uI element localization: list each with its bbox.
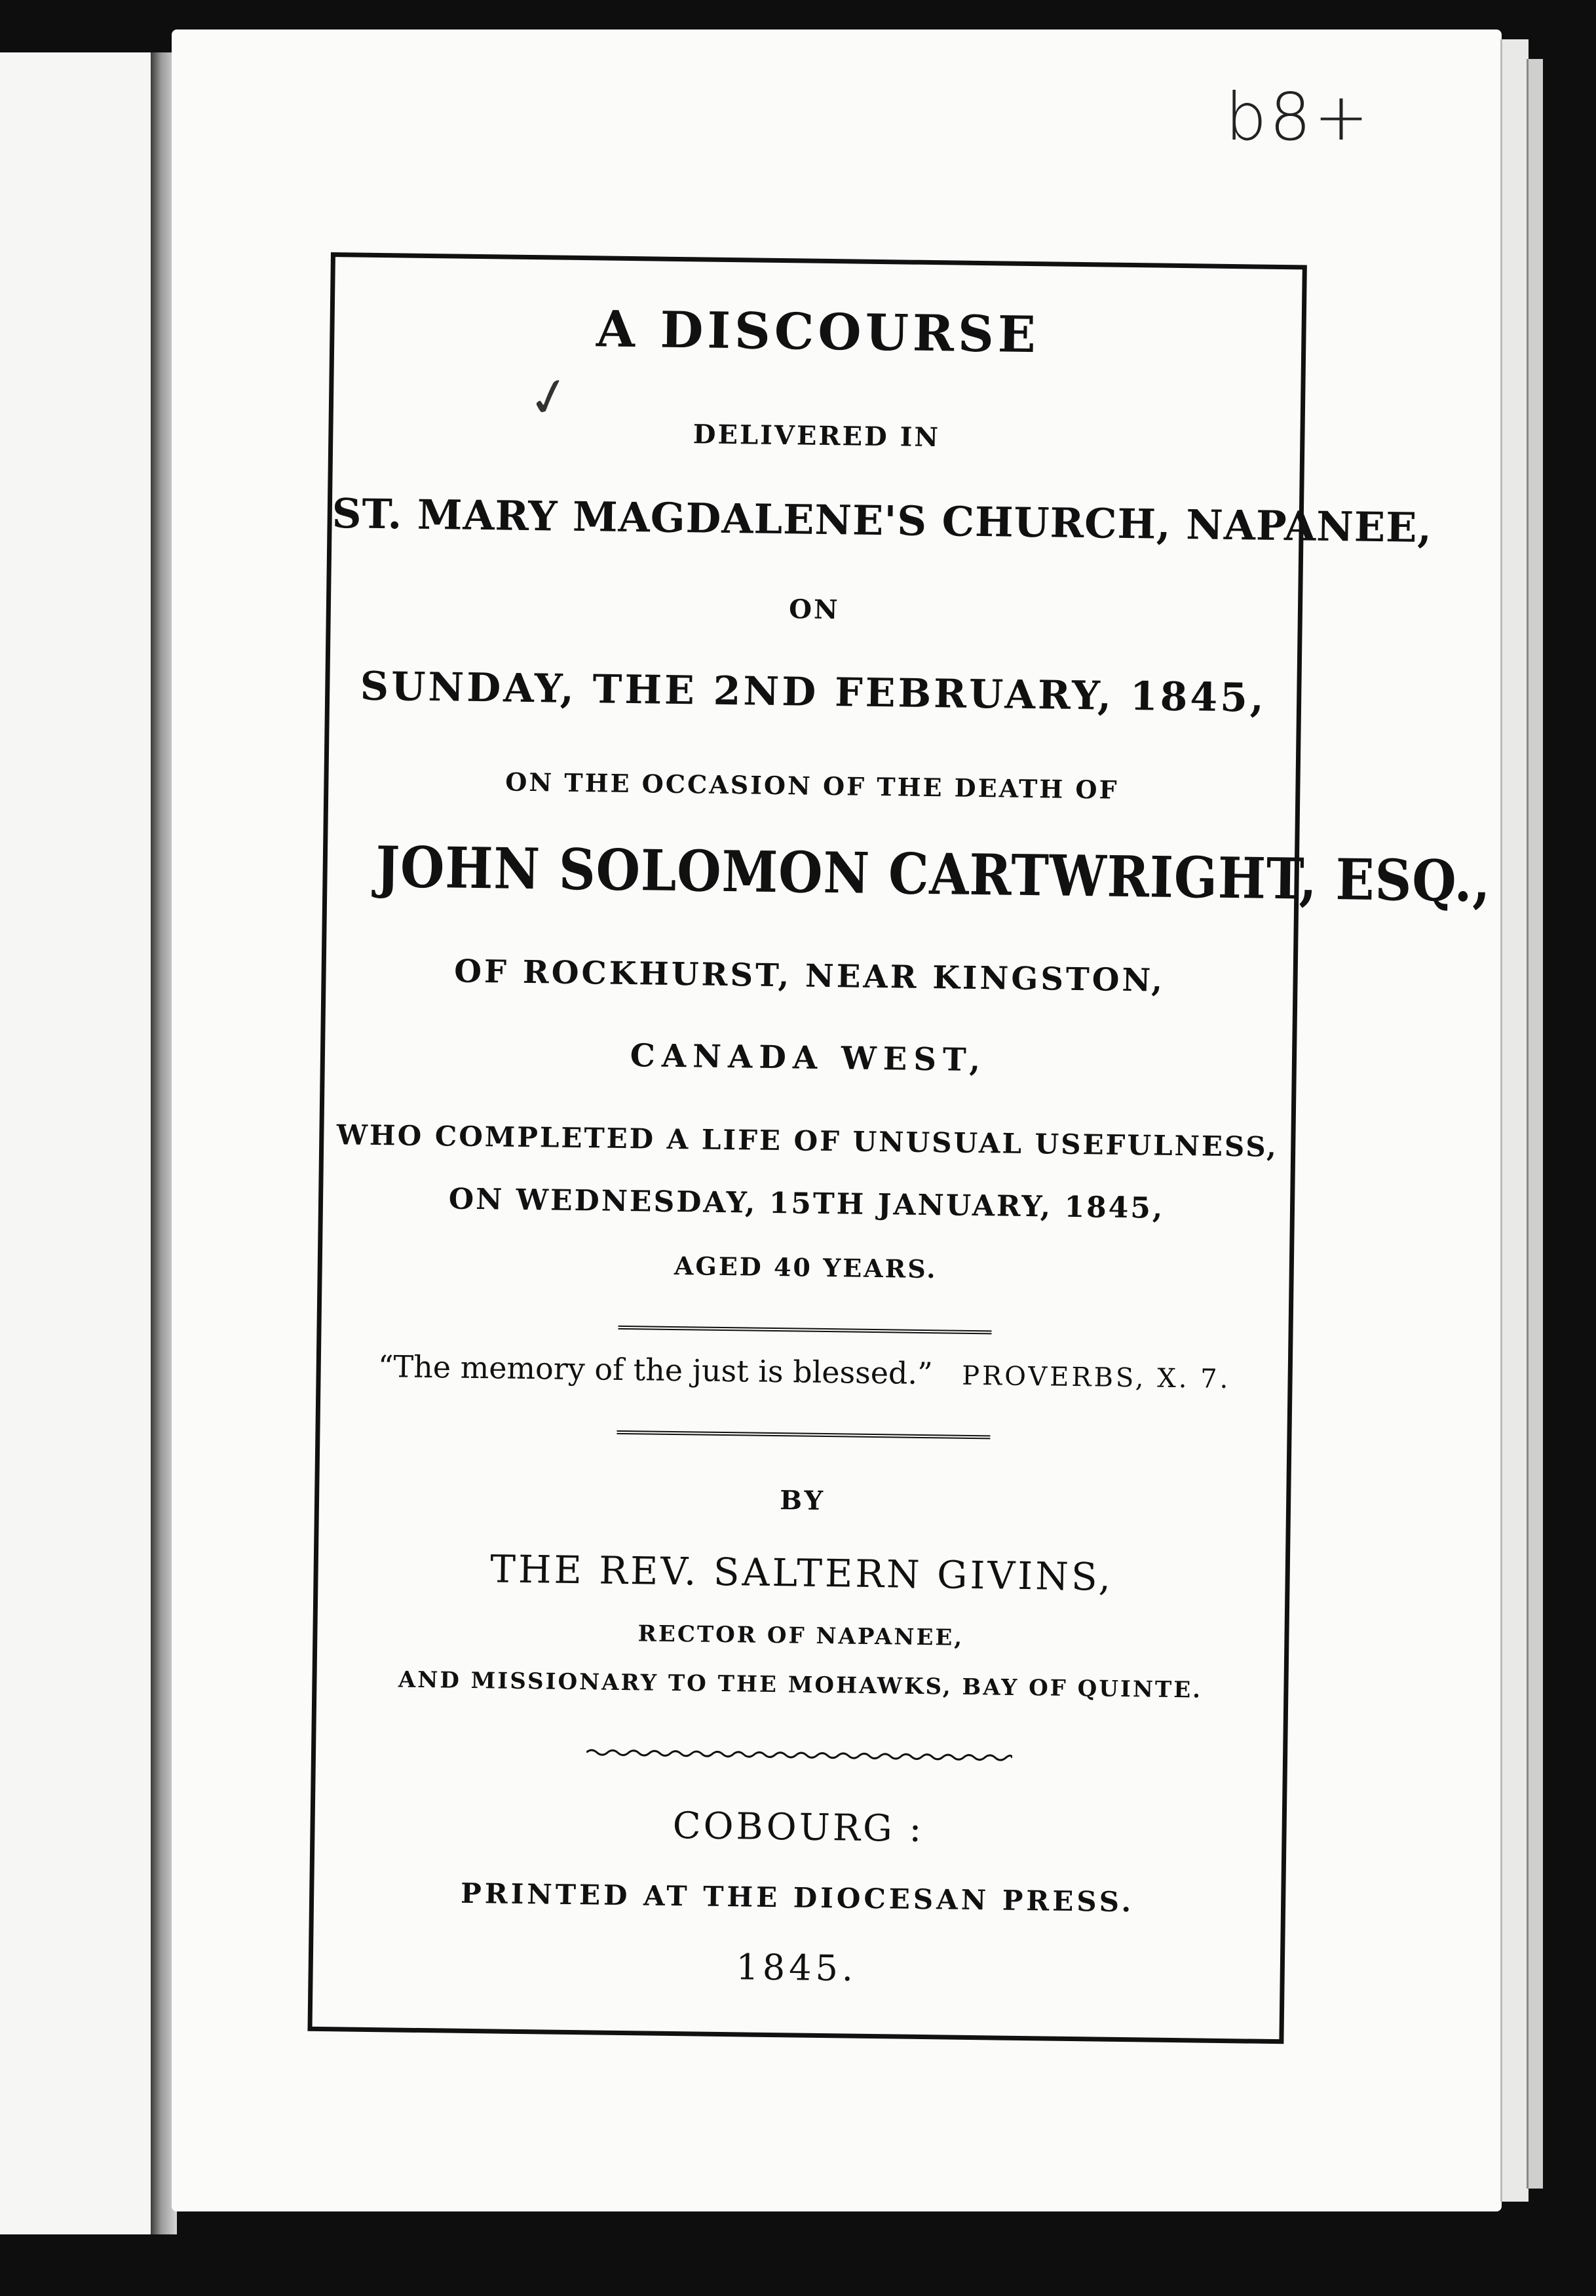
page-edge <box>1500 39 1529 2202</box>
author-mission: AND MISSIONARY TO THE MOHAWKS, BAY OF QUINTE. <box>398 1666 1203 1704</box>
imprint-printer: PRINTED AT THE DIOCESAN PRESS. <box>460 1877 1135 1919</box>
handwritten-shelf-mark: b8+ <box>1225 79 1371 155</box>
title-frame <box>307 252 1492 2044</box>
facing-page <box>0 52 161 2234</box>
epigraph <box>320 1348 1288 1396</box>
page-edge <box>1527 59 1543 2189</box>
residence-line: OF ROCKHURST, NEAR KINGSTON, <box>453 953 1166 999</box>
imprint-year: 1845. <box>736 1946 858 1989</box>
region-line: CANADA WEST, <box>630 1037 987 1079</box>
life-line: WHO COMPLETED A LIFE OF UNUSUAL USEFULNESS, <box>336 1119 1279 1164</box>
on-line: ON <box>788 594 840 626</box>
death-date: ON WEDNESDAY, 15TH JANUARY, 1845, <box>448 1182 1165 1225</box>
author-name: THE REV. SALTERN GIVINS, <box>489 1546 1114 1599</box>
double-rule <box>617 1430 990 1439</box>
imprint-place: COBOURG : <box>672 1805 924 1851</box>
age-line: AGED 40 YEARS. <box>674 1250 938 1284</box>
epigraph-text: “The memory of the just is blessed.” <box>377 1349 933 1392</box>
wavy-rule <box>586 1748 1012 1763</box>
handwritten-check-mark: ✓ <box>522 363 577 432</box>
deceased-name: JOHN SOLOMON CARTWRIGHT, ESQ., <box>375 833 1492 915</box>
sermon-date: SUNDAY, THE 2ND FEBRUARY, 1845, <box>360 663 1267 721</box>
church-line: ST. MARY MAGDALENE'S CHURCH, NAPANEE, <box>332 489 1433 552</box>
discourse-title: A DISCOURSE <box>596 299 1040 364</box>
double-rule <box>618 1326 992 1334</box>
author-office: RECTOR OF NAPANEE, <box>637 1620 964 1651</box>
by-line: BY <box>779 1485 826 1517</box>
delivered-in-line: DELIVERED IN <box>693 419 941 453</box>
epigraph-reference: PROVERBS, X. 7. <box>961 1360 1231 1395</box>
occasion-line: ON THE OCCASION OF THE DEATH OF <box>504 767 1119 805</box>
